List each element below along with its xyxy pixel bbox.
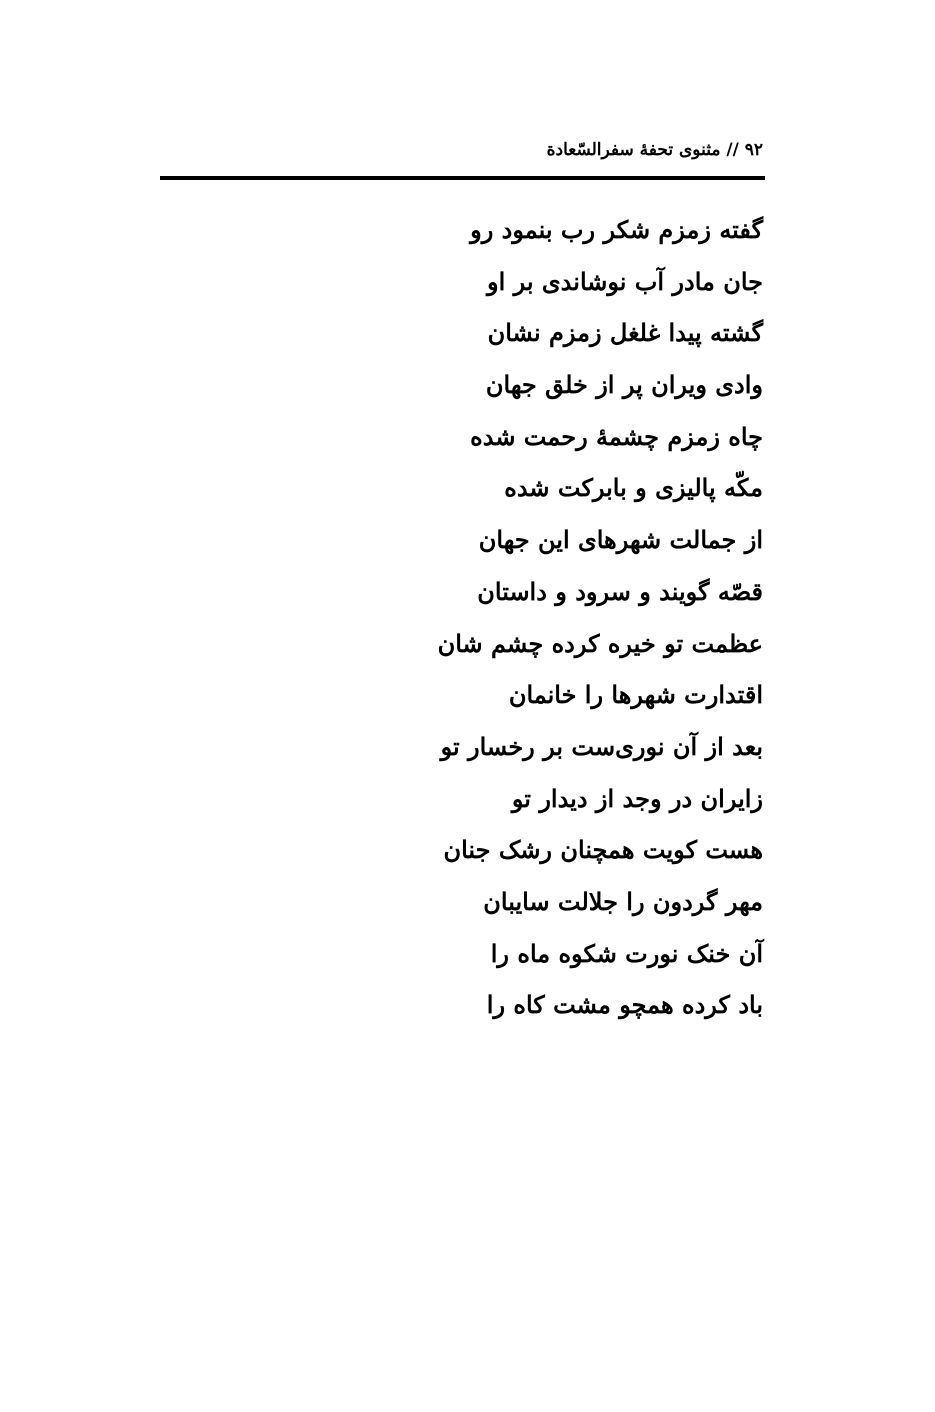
verse-line: زایران در وجد از دیدار تو — [511, 783, 763, 813]
book-title: مثنوی تحفهٔ سفرالسّعادة — [546, 140, 721, 160]
verse-line: عظمت تو خیره کرده چشم شان — [437, 628, 763, 658]
running-header — [547, 140, 763, 160]
verse-line: وادی ویران پر از خلق جهان — [485, 370, 763, 400]
verse-line: گشته پیدا غلغل زمزم نشان — [487, 318, 763, 348]
verse-list — [438, 208, 763, 1035]
header-rule — [160, 176, 765, 180]
verse-line: چاه زمزم چشمهٔ رحمت شده — [470, 421, 763, 451]
verse-line: آن خنک نورت شکوه ماه را — [490, 938, 763, 968]
verse-line: اقتدارت شهرها را خانمان — [508, 680, 763, 710]
verse-line: هست کویت همچنان رشک جنان — [443, 835, 763, 865]
verse-line: مهر گردون را جلالت سایبان — [483, 886, 763, 916]
verse-line: گفته زمزم شکر رب بنمود رو — [470, 215, 763, 244]
verse-line: قصّه گویند و سرود و داستان — [477, 576, 763, 606]
verse-line: بعد از آن نوری‌ست بر رخسار تو — [440, 731, 763, 761]
verse-line: مکّه پالیزی و بابرکت شده — [504, 473, 763, 503]
verse-line: باد کرده همچو مشت کاه را — [486, 990, 763, 1020]
header-separator: // — [726, 140, 739, 160]
verse-line: از جمالت شهرهای این جهان — [478, 525, 763, 555]
page-number: ۹۲ — [744, 140, 763, 160]
verse-line: جان مادر آب نوشاندی بر او — [487, 266, 763, 296]
